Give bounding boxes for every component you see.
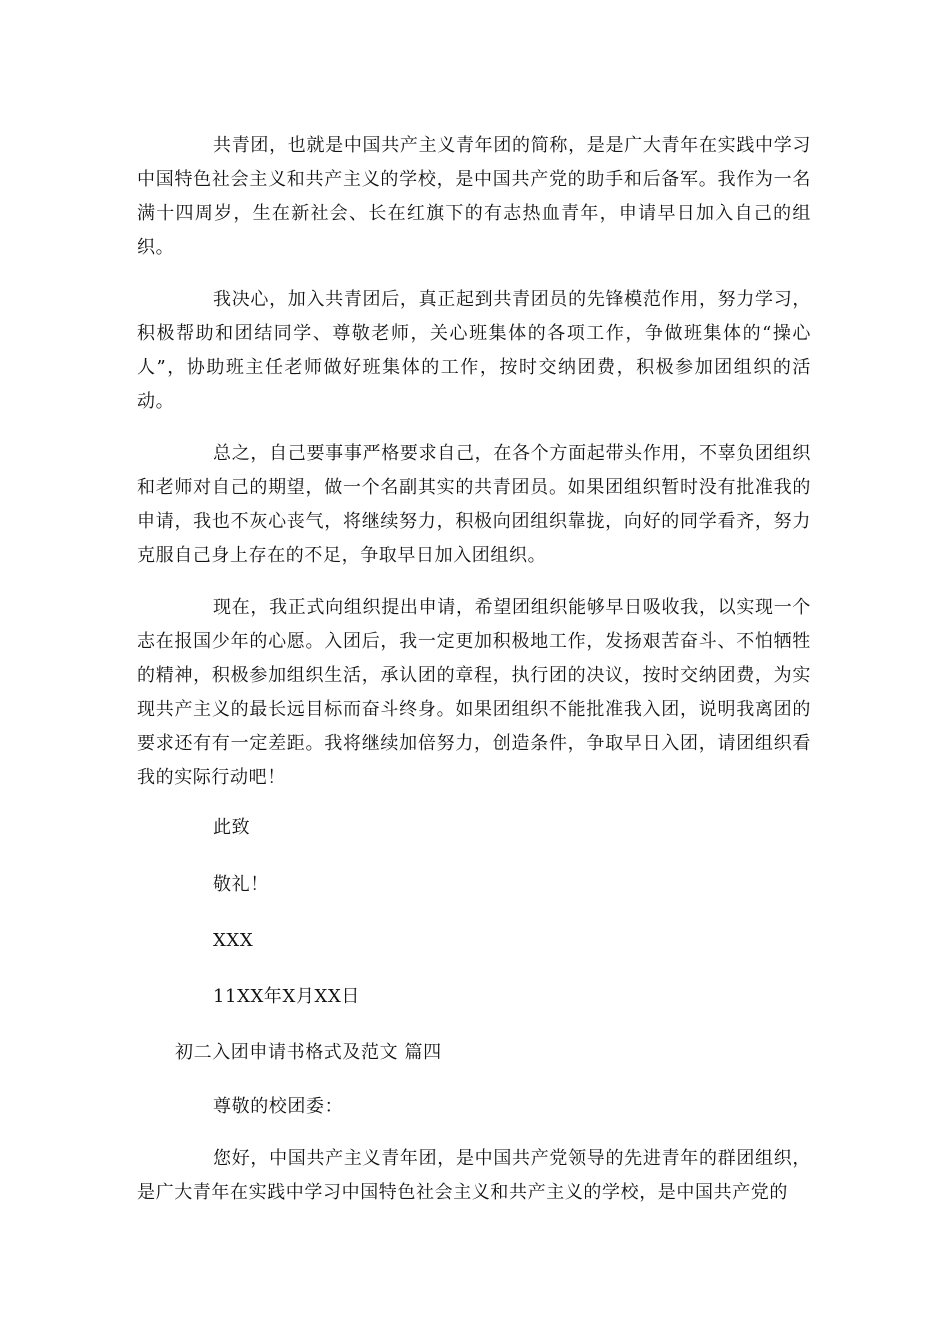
section-title: 初二入团申请书格式及范文 篇四 [175,1042,442,1063]
paragraph-2: 我决心，加入共青团后，真正起到共青团员的先锋模范作用，努力学习，积极帮助和团结同学、尊敬老师，关心班集体的各项工作，争做班集体的“操心人”，协助班主任老师做好班集体的工作，按时交纳团费，积极参加团组织的活动。 [137,289,811,412]
signature: XXX [213,930,254,951]
closing-salutation: 此致 [213,817,251,838]
letter-date: 11XX年X月XX日 [213,986,360,1007]
paragraph-3: 总之，自己要事事严格要求自己，在各个方面起带头作用，不辜负团组织和老师对自己的期望，做一个名副其实的共青团员。如果团组织暂时没有批准我的申请，我也不灰心丧气，将继续努力，积极向团组织靠拢，向好的同学看齐，努力克服自己身上存在的不足，争取早日加入团组织。 [137,443,811,566]
paragraph-4: 现在，我正式向组织提出申请，希望团组织能够早日吸收我，以实现一个志在报国少年的心愿。入团后，我一定更加积极地工作，发扬艰苦奋斗、不怕牺牲的精神，积极参加组织生活，承认团的章程，执行团的决议，按时交纳团费，为实现共产主义的最长远目标而奋斗终身。如果团组织不能批准我入团，说明我离团的要求还有有一定差距。我将继续加倍努力，创造条件，争取早日入团，请团组织看我的实际行动吧！ [137,597,811,788]
closing-regards: 敬礼！ [213,874,269,895]
addressee: 尊敬的校团委： [213,1096,344,1117]
paragraph-5: 您好，中国共产主义青年团，是中国共产党领导的先进青年的群团组织，是广大青年在实践中学习中国特色社会主义和共产主义的学校，是中国共产党的 [137,1148,811,1203]
paragraph-1: 共青团，也就是中国共产主义青年团的简称，是是广大青年在实践中学习中国特色社会主义和共产主义的学校，是中国共产党的助手和后备军。我作为一名满十四周岁，生在新社会、长在红旗下的有志热血青年，申请早日加入自己的组织。 [137,135,811,258]
